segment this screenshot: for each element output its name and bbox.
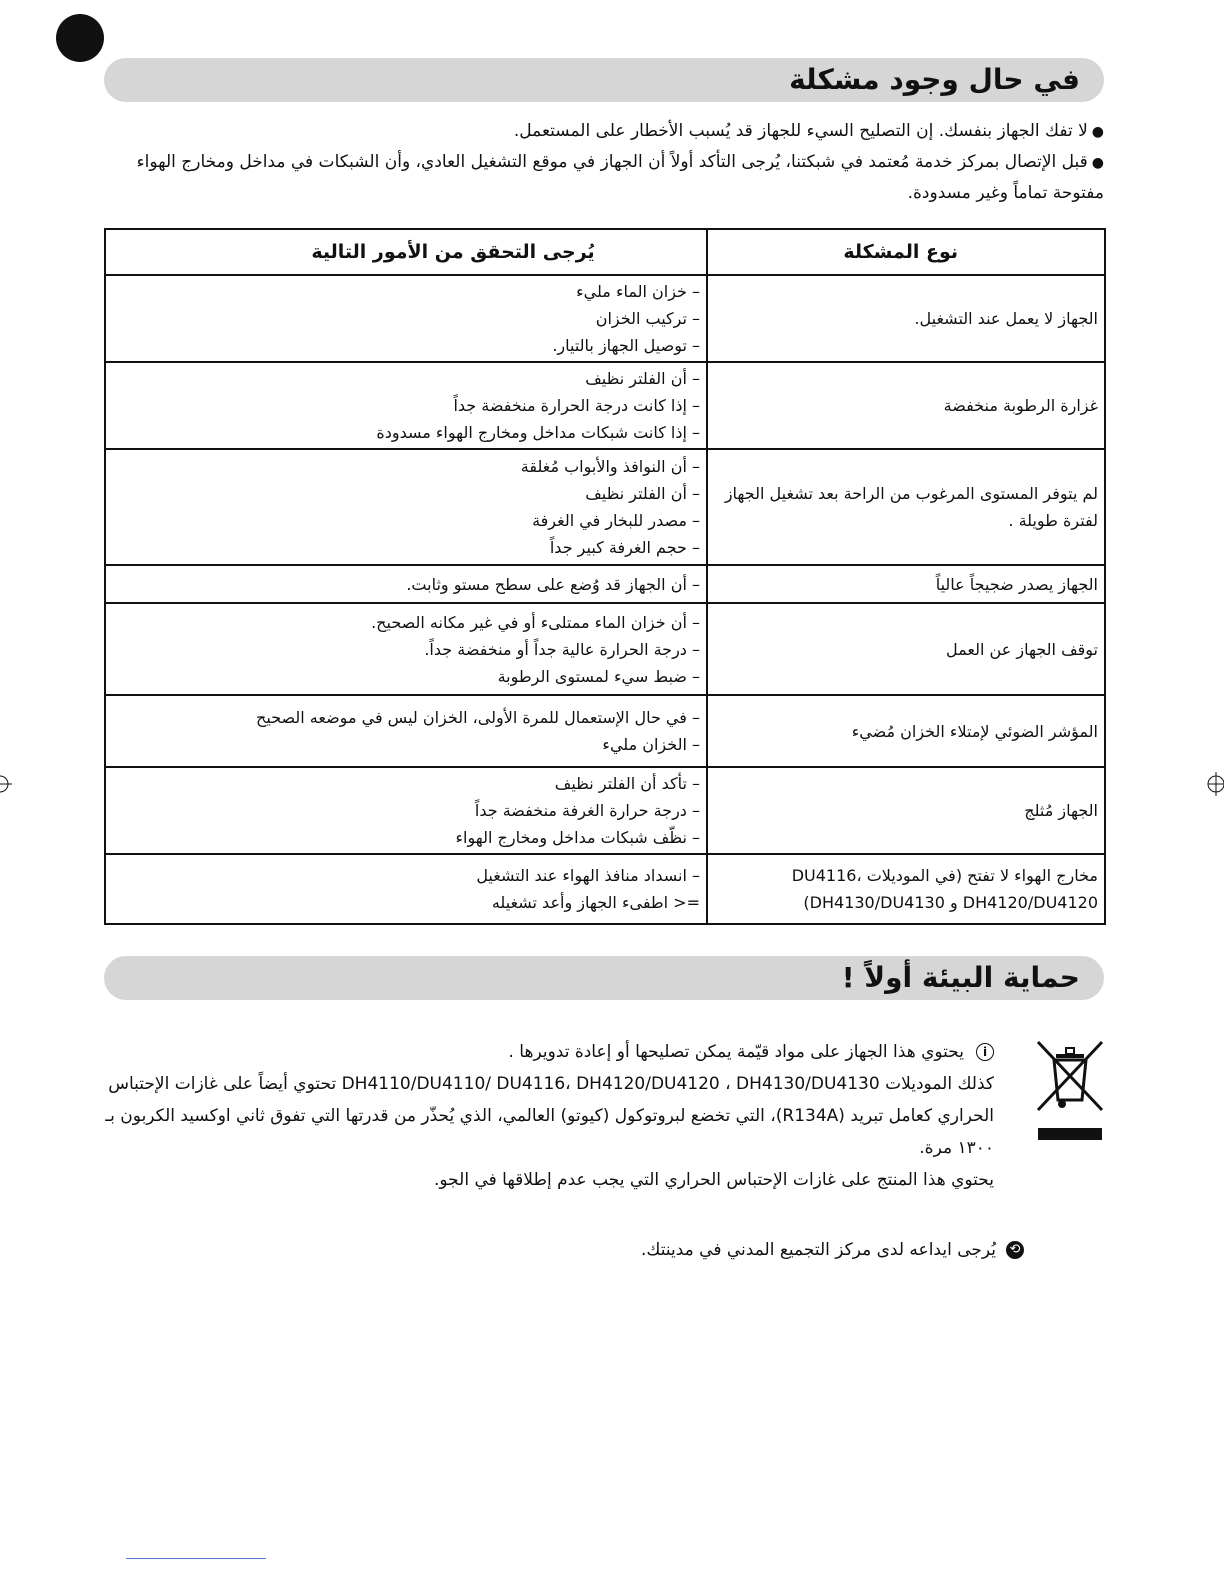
problem-cell: الجهاز مُثلج (707, 767, 1105, 854)
table-row (105, 603, 1105, 695)
check-cell (105, 695, 707, 767)
bullet-dot-icon: ● (1091, 124, 1104, 140)
recycle-text: يُرجى ايداعه لدى مركز التجميع المدني في مدينتك. (641, 1240, 996, 1260)
table-row (105, 854, 1105, 924)
intro-bullet-1 (104, 116, 1104, 147)
check-cell (105, 767, 707, 854)
problem-cell: غزارة الرطوبة منخفضة (707, 362, 1105, 449)
env-line-1-text: يحتوي هذا الجهاز على مواد قيّمة يمكن تصليحها أو إعادة تدويرها . (508, 1042, 964, 1062)
check-item: – خزان الماء مليء (576, 282, 700, 301)
check-item: – إذا كانت درجة الحرارة منخفضة جداً (453, 396, 700, 415)
check-cell (105, 565, 707, 603)
check-item: – أن الفلتر نظيف (585, 484, 700, 503)
intro-bullet-text: قبل الإتصال بمركز خدمة مُعتمد في شبكتنا، يُرجى التأكد أولاً أن الجهاز في موقع التشغيل العادي، وأن الشبكات في مداخل ومخارج الهواء مفتوحة تماماً وغير مسدودة. (136, 152, 1104, 203)
check-item: – في حال الإستعمال للمرة الأولى، الخزان ليس في موضعه الصحيح (256, 708, 700, 727)
troubleshooting-intro (104, 116, 1104, 208)
environment-text (104, 1036, 994, 1196)
env-line-2: كذلك الموديلات DH4110/DU4110/ DU4116، DH4120/DU4120 ، DH4130/DU4130 تحتوي أيضاً على غازات الإحتباس الحراري كعامل تبريد (R134A)، التي تخضع لبروتوكول (كيوتو) العالمي، الذي يُحذّر من قدرتها التي تفوق ثاني اوكسيد الكربون بـ ١٣٠٠ مرة. (105, 1074, 994, 1158)
recycle-instruction (104, 1236, 1024, 1264)
check-item: – مصدر للبخار في الغرفة (532, 511, 700, 530)
check-item: – نظّف شبكات مداخل ومخارج الهواء (455, 828, 700, 847)
header-problem-type: نوع المشكلة (707, 229, 1105, 275)
environment-title-bar (104, 956, 1104, 1000)
crop-mark-left-icon (0, 772, 20, 796)
table-row (105, 695, 1105, 767)
table-row (105, 565, 1105, 603)
info-icon: i (976, 1043, 994, 1061)
table-header-row (105, 229, 1105, 275)
environment-title: حماية البيئة أولاً ! (841, 961, 1080, 994)
check-item: – أن الفلتر نظيف (585, 369, 700, 388)
check-item: – حجم الغرفة كبير جداً (549, 538, 700, 557)
check-cell (105, 603, 707, 695)
check-item: – ضبط سيء لمستوى الرطوبة (497, 666, 700, 686)
bullet-dot-icon: ● (1091, 155, 1104, 171)
check-cell (105, 449, 707, 565)
table-row (105, 362, 1105, 449)
check-item: – أن الجهاز قد وُضع على سطح مستو وثابت. (406, 574, 700, 594)
check-item: – إذا كانت شبكات مداخل ومخارج الهواء مسدودة (376, 423, 700, 442)
check-item: – توصيل الجهاز بالتيار. (552, 336, 700, 355)
problem-cell: الجهاز يصدر ضجيجاً عالياً (707, 565, 1105, 603)
footer-rule (126, 1558, 266, 1559)
check-cell (105, 275, 707, 362)
table-row (105, 449, 1105, 565)
header-check-items: يُرجى التحقق من الأمور التالية (105, 229, 707, 275)
check-item: – أن النوافذ والأبواب مُغلقة (520, 457, 700, 476)
env-line-3: يحتوي هذا المنتج على غازات الإحتباس الحراري التي يجب عدم إطلاقها في الجو. (434, 1170, 994, 1190)
check-item: – أن خزان الماء ممتلىء أو في غير مكانه الصحيح. (371, 612, 700, 632)
problem-cell: الجهاز لا يعمل عند التشغيل. (707, 275, 1105, 362)
table-row (105, 767, 1105, 854)
crop-mark-right-icon (1200, 772, 1224, 796)
check-item: =< اطفىء الجهاز وأعد تشغيله (491, 893, 700, 912)
intro-bullet-text: لا تفك الجهاز بنفسك. إن التصليح السيء للجهاز قد يُسبب الأخطار على المستعمل. (513, 121, 1088, 141)
check-cell (105, 854, 707, 924)
problem-cell: توقف الجهاز عن العمل (707, 603, 1105, 695)
check-item: – درجة الحرارة عالية جداً أو منخفضة جداً. (424, 639, 700, 659)
check-item: – درجة حرارة الغرفة منخفضة جداً (474, 801, 700, 820)
table-body (105, 275, 1105, 924)
env-line-1 (104, 1036, 994, 1068)
troubleshooting-title-bar (104, 58, 1104, 102)
check-item: – انسداد منافذ الهواء عند التشغيل (476, 866, 700, 885)
troubleshooting-table (104, 228, 1106, 925)
intro-bullet-2 (104, 147, 1104, 208)
corner-dot-icon (56, 14, 104, 62)
drop-off-arrow-icon: ⟲ (1006, 1241, 1024, 1259)
crossed-out-bin-icon (1036, 1040, 1104, 1142)
table-row (105, 275, 1105, 362)
problem-cell: لم يتوفر المستوى المرغوب من الراحة بعد تشغيل الجهاز لفترة طويلة . (707, 449, 1105, 565)
check-cell (105, 362, 707, 449)
troubleshooting-title: في حال وجود مشكلة (789, 63, 1080, 96)
check-item: – تركيب الخزان (595, 309, 700, 328)
problem-cell: مخارج الهواء لا تفتح (في الموديلات DU4116، DH4120/DU4120 و DH4130/DU4130) (707, 854, 1105, 924)
check-item: – تأكد أن الفلتر نظيف (554, 774, 700, 793)
check-item: – الخزان مليء (602, 735, 700, 754)
problem-cell: المؤشر الضوئي لإمتلاء الخزان مُضيء (707, 695, 1105, 767)
